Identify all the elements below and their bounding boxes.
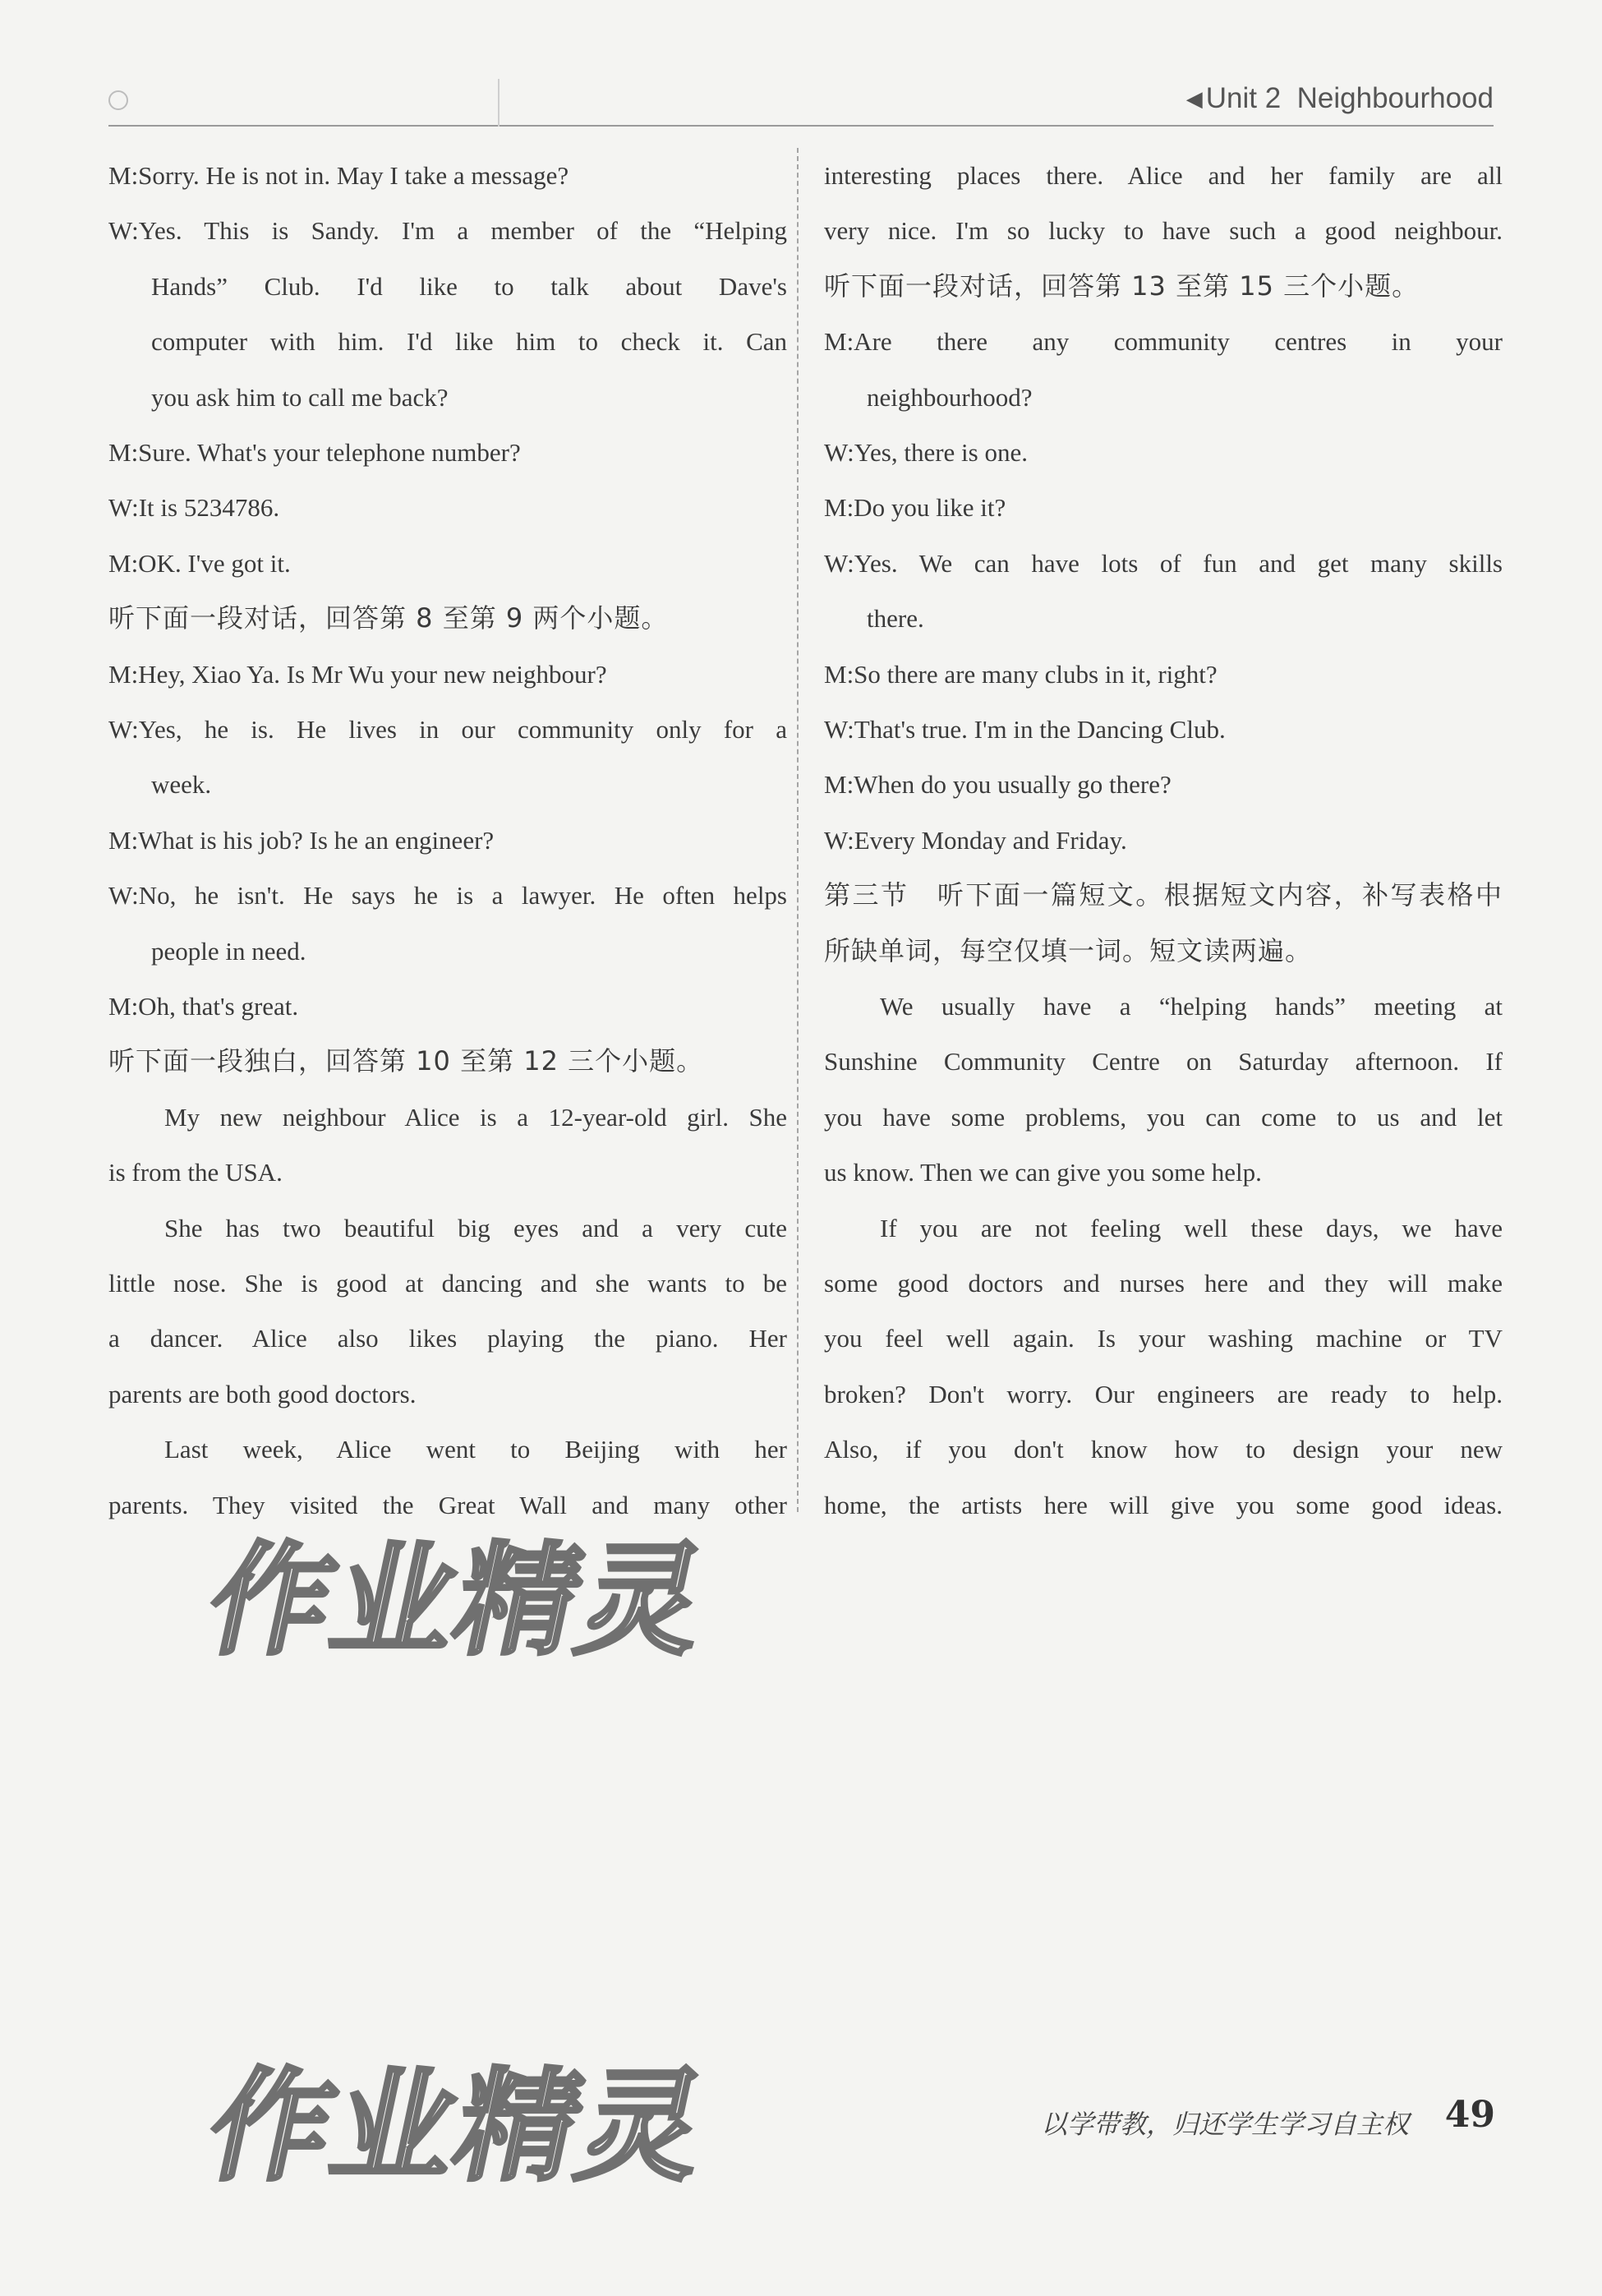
text-line: a dancer. Alice also likes playing the piano. Her (108, 1324, 787, 1353)
text-line: parents. They visited the Great Wall and many other (108, 1490, 787, 1519)
text-line: parents are both good doctors. (108, 1379, 417, 1408)
text-line: Also, if you don't know how to design your new (824, 1435, 1503, 1464)
text-line: We usually have a “helping hands” meeting at (880, 992, 1503, 1021)
text-line: some good doctors and nurses here and they will make (824, 1268, 1503, 1298)
text-line: M:OK. I've got it. (108, 548, 291, 578)
watermark-bottom: 作业精灵 (196, 2056, 720, 2197)
text-line: 第三节 听下面一篇短文。根据短文内容，补写表格中 (824, 879, 1503, 911)
text-line: is from the USA. (108, 1158, 283, 1187)
text-line: M:Are there any community centres in your (824, 327, 1503, 357)
header-divider (498, 79, 499, 127)
text-line: W:No, he isn't. He says he is a lawyer. He often helps (108, 881, 787, 911)
text-line: M:When do you usually go there? (824, 770, 1172, 800)
text-line: computer with him. I'd like him to check it. Can (151, 327, 787, 357)
unit-name: Neighbourhood (1296, 82, 1494, 114)
text-line: My new neighbour Alice is a 12-year-old girl. She (164, 1102, 787, 1132)
text-line: Last week, Alice went to Beijing with her (164, 1435, 787, 1464)
text-line: M:Sorry. He is not in. May I take a message? (108, 161, 569, 190)
page-header (108, 79, 1494, 127)
text-line: M:Hey, Xiao Ya. Is Mr Wu your new neighbour? (108, 659, 607, 689)
text-line: us know. Then we can give you some help. (824, 1158, 1262, 1187)
text-line: you feel well again. Is your washing machine or TV (824, 1324, 1503, 1353)
text-line: 听下面一段独白，回答第 10 至第 12 三个小题。 (108, 1045, 704, 1077)
text-line: Hands” Club. I'd like to talk about Dave's (151, 271, 787, 301)
left-triangle-icon: ◀ (1185, 86, 1203, 111)
text-line: W:That's true. I'm in the Dancing Club. (824, 715, 1226, 744)
text-line: week. (151, 770, 212, 800)
text-line: W:Yes, there is one. (824, 437, 1028, 467)
text-line: 所缺单词，每空仅填一词。短文读两遍。 (824, 934, 1313, 966)
text-line: neighbourhood? (867, 382, 1033, 412)
text-line: M:Sure. What's your telephone number? (108, 437, 521, 467)
text-line: there. (867, 604, 924, 634)
header-ornament-icon (108, 90, 128, 110)
text-line: 听下面一段对话，回答第 13 至第 15 三个小题。 (824, 270, 1420, 302)
text-line: W:Yes. This is Sandy. I'm a member of the “Helping (108, 216, 787, 246)
text-line: If you are not feeling well these days, we have (880, 1213, 1503, 1243)
watermark-top: 作业精灵 (196, 1530, 720, 1671)
column-divider (797, 148, 799, 1512)
text-line: Sunshine Community Centre on Saturday afternoon. If (824, 1047, 1503, 1077)
text-line: M:Do you like it? (824, 493, 1006, 523)
text-line: little nose. She is good at dancing and she wants to be (108, 1269, 787, 1298)
text-line: interesting places there. Alice and her family are all (824, 161, 1503, 190)
right-column (824, 148, 1503, 1533)
text-line: 听下面一段对话，回答第 8 至第 9 两个小题。 (108, 602, 669, 634)
text-line: M:Oh, that's great. (108, 992, 299, 1021)
text-line: She has two beautiful big eyes and a very cute (164, 1213, 787, 1243)
text-line: W:Yes. We can have lots of fun and get many skills (824, 548, 1503, 578)
text-line: broken? Don't worry. Our engineers are ready to help. (824, 1379, 1503, 1408)
text-line: very nice. I'm so lucky to have such a good neighbour. (824, 216, 1503, 246)
text-line: W:Yes, he is. He lives in our community only for a (108, 715, 787, 745)
unit-label: Unit 2 (1205, 82, 1282, 114)
text-line: M:So there are many clubs in it, right? (824, 659, 1218, 689)
text-line: people in need. (151, 936, 306, 966)
text-line: home, the artists here will give you some good ideas. (824, 1490, 1503, 1519)
text-line: you have some problems, you can come to us and let (824, 1102, 1503, 1132)
text-line: you ask him to call me back? (151, 382, 449, 412)
footer-slogan: 以学带教，归还学生学习自主权 (1040, 2109, 1409, 2140)
text-line: M:What is his job? Is he an engineer? (108, 825, 495, 855)
page-number: 49 (1444, 2094, 1495, 2136)
text-line: W:Every Monday and Friday. (824, 825, 1127, 855)
header-unit-title (1186, 82, 1494, 115)
text-line: W:It is 5234786. (108, 493, 280, 523)
left-column (108, 148, 787, 1533)
